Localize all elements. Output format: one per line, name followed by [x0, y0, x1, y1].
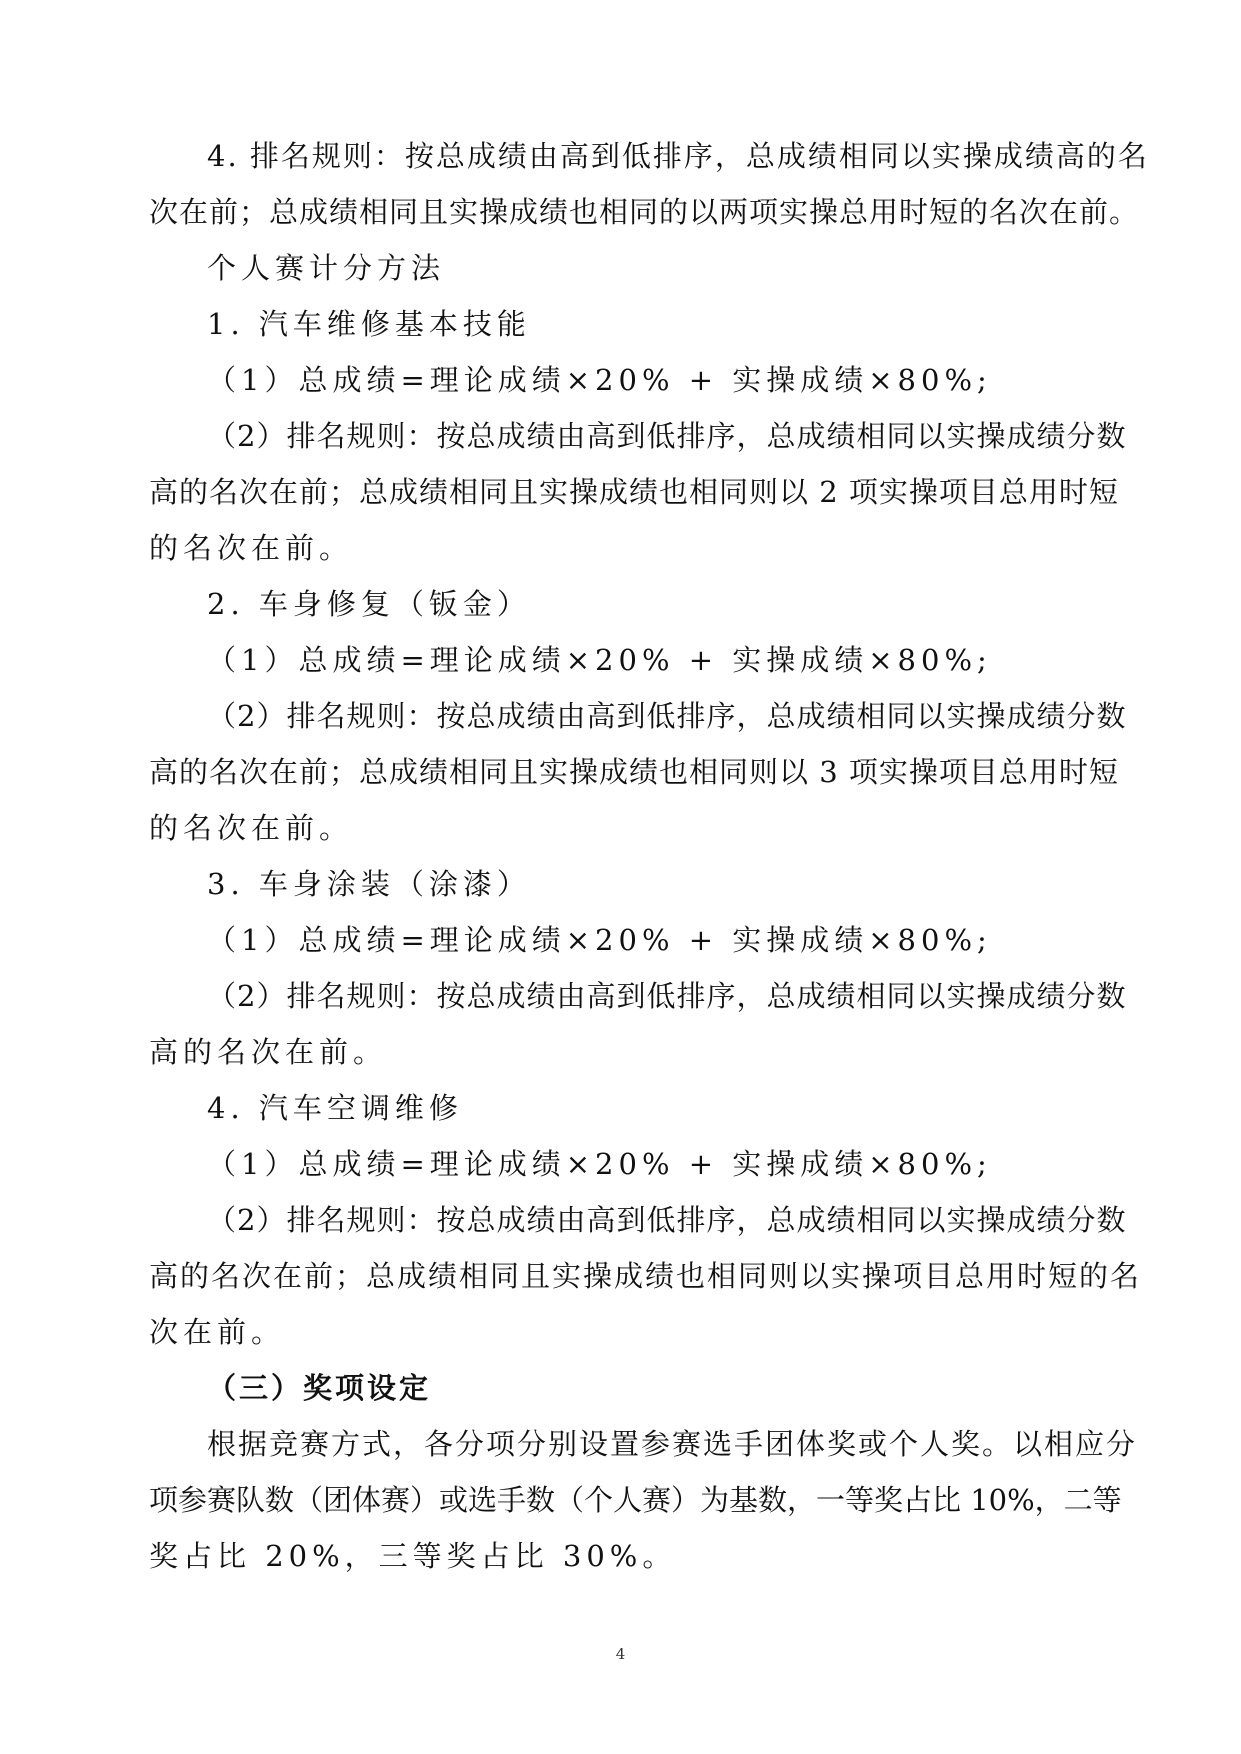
paragraph-line: 奖占比 20%，三等奖占比 30%。: [149, 1539, 677, 1573]
paragraph-line: 的名次在前。: [149, 531, 354, 565]
section-subheading: 个人赛计分方法: [207, 251, 446, 285]
item-heading: 4. 汽车空调维修: [207, 1091, 463, 1125]
paragraph-line: （2）排名规则：按总成绩由高到低排序，总成绩相同以实操成绩分数: [207, 699, 1127, 733]
paragraph-line: 次在前。: [149, 1315, 286, 1349]
paragraph-line: 高的名次在前；总成绩相同且实操成绩也相同则以 3 项实操项目总用时短: [149, 755, 1119, 789]
formula-line: （1）总成绩=理论成绩×20% + 实操成绩×80%;: [207, 363, 992, 397]
paragraph-line: 高的名次在前；总成绩相同且实操成绩也相同则以 2 项实操项目总用时短: [149, 475, 1119, 509]
item-heading: 3. 车身涂装（涂漆）: [207, 867, 531, 901]
paragraph-line: 的名次在前。: [149, 811, 354, 845]
paragraph-line: （2）排名规则：按总成绩由高到低排序，总成绩相同以实操成绩分数: [207, 1203, 1127, 1237]
paragraph-line: （2）排名规则：按总成绩由高到低排序，总成绩相同以实操成绩分数: [207, 979, 1127, 1013]
paragraph-line: 根据竞赛方式，各分项分别设置参赛选手团体奖或个人奖。以相应分: [207, 1427, 1138, 1461]
paragraph-line: 高的名次在前；总成绩相同且实操成绩也相同则以实操项目总用时短的名: [149, 1259, 1142, 1293]
formula-line: （1）总成绩=理论成绩×20% + 实操成绩×80%;: [207, 643, 992, 677]
formula-line: （1）总成绩=理论成绩×20% + 实操成绩×80%;: [207, 1147, 992, 1181]
paragraph-line: （2）排名规则：按总成绩由高到低排序，总成绩相同以实操成绩分数: [207, 419, 1127, 453]
page-number: 4: [615, 1645, 626, 1663]
paragraph-line: 项参赛队数（团体赛）或选手数（个人赛）为基数，一等奖占比 10%，二等: [149, 1483, 1122, 1517]
section-heading: （三）奖项设定: [207, 1371, 432, 1405]
item-heading: 2. 车身修复（钣金）: [207, 587, 531, 621]
paragraph-line: 4. 排名规则：按总成绩由高到低排序，总成绩相同以实操成绩高的名: [207, 139, 1149, 173]
paragraph-line: 次在前；总成绩相同且实操成绩也相同的以两项实操总用时短的名次在前。: [149, 195, 1140, 229]
paragraph-line: 高的名次在前。: [149, 1035, 388, 1069]
formula-line: （1）总成绩=理论成绩×20% + 实操成绩×80%;: [207, 923, 992, 957]
item-heading: 1. 汽车维修基本技能: [207, 307, 531, 341]
